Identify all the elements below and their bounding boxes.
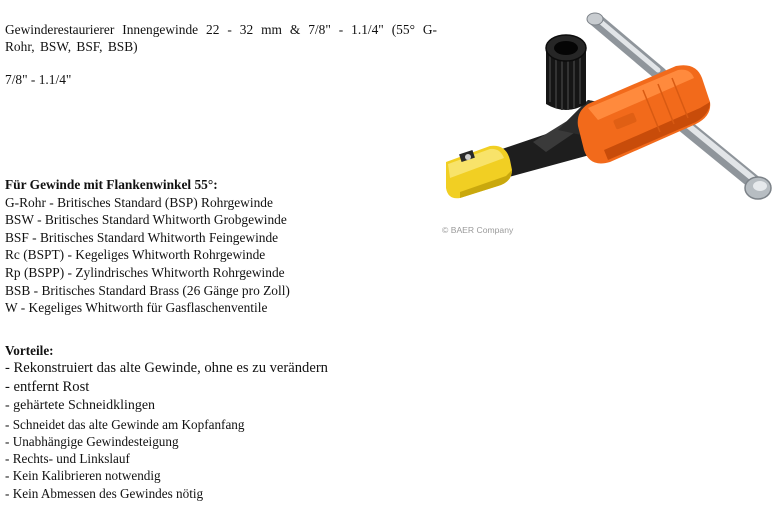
advantage-item: - entfernt Rost (5, 379, 90, 396)
thread-item: W - Kegeliges Whitworth für Gasflaschenventile (5, 300, 268, 316)
thread-types-section (5, 176, 290, 317)
thread-item: BSW - Britisches Standard Whitworth Grobgewinde (5, 212, 287, 228)
advantage-item: - Kein Kalibrieren notwendig (5, 468, 161, 484)
thread-types-heading: Für Gewinde mit Flankenwinkel 55°: (5, 177, 218, 192)
advantage-item: - Unabhängige Gewindesteigung (5, 433, 179, 449)
thread-item: Rp (BSPP) - Zylindrisches Whitworth Rohrgewinde (5, 264, 285, 280)
product-title: Gewinderestaurierer Innengewinde 22 - 32 mm & 7/8" - 1.1/4" (55° G-Rohr, BSW, BSF, BSB) (5, 22, 437, 54)
knurled-knob (546, 35, 586, 110)
advantage-item: - Rekonstruiert das alte Gewinde, ohne es zu verändern (5, 360, 328, 377)
advantage-item: - gehärtete Schneidklingen (5, 398, 156, 414)
advantage-item: - Kein Abmessen des Gewindes nötig (5, 485, 204, 501)
advantage-item: - Schneidet das alte Gewinde am Kopfanfang (5, 416, 245, 432)
advantages-section (5, 342, 328, 502)
thread-item: Rc (BSPT) - Kegeliges Whitworth Rohrgewinde (5, 247, 266, 263)
thread-item: BSB - Britisches Standard Brass (26 Gänge pro Zoll) (5, 282, 290, 298)
thread-item: G-Rohr - Britisches Standard (BSP) Rohrgewinde (5, 194, 273, 210)
thread-restorer-tool-image (438, 12, 778, 234)
advantages-heading: Vorteile: (5, 343, 54, 358)
size-range: 7/8" - 1.1/4" (5, 72, 72, 87)
copyright-watermark: © BAER Company (442, 225, 514, 235)
orange-handle (578, 65, 711, 163)
yellow-blade-holder (446, 146, 512, 199)
upper-rod (587, 13, 660, 74)
thread-item: BSF - Britisches Standard Whitworth Feingewinde (5, 229, 279, 245)
advantage-item: - Rechts- und Linkslauf (5, 451, 130, 467)
